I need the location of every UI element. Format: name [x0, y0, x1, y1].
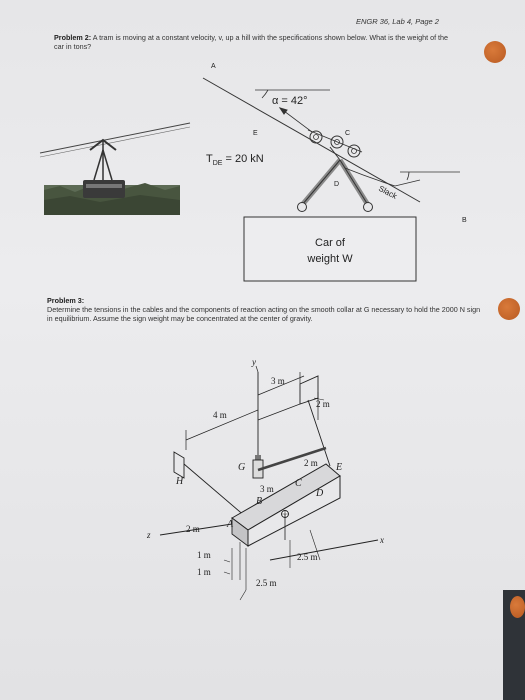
point-B: B: [256, 496, 263, 507]
axis-x: x: [380, 535, 384, 545]
dim-2m-right: 2 m: [316, 399, 330, 409]
point-G: G: [238, 462, 246, 473]
tension-label: $T_{DE} = 20$ kN: [206, 153, 264, 167]
point-H: H: [176, 476, 184, 487]
axis-z: z: [147, 530, 151, 540]
label-D: D: [334, 181, 340, 188]
tram-photo: [40, 123, 190, 215]
dim-4m: 4 m: [213, 410, 227, 420]
slack-label: Slack: [377, 183, 399, 201]
tram-diagram: [203, 78, 460, 281]
problem-3-title: Problem 3:: [47, 296, 85, 305]
axis-y: y: [252, 357, 256, 367]
point-E: E: [336, 462, 343, 473]
sign-diagram: [160, 366, 378, 600]
dim-2m-e: 2 m: [304, 458, 318, 468]
dim-2m-left: 2 m: [186, 524, 200, 534]
label-E: E: [253, 130, 258, 137]
point-C: C: [295, 478, 302, 489]
problem-3-text: Determine the tensions in the cables and the components of reaction acting on the smooth collar at G necessary to hold the 2000 N sign in equilibrium. Assume the sign weight may be concentrated at the center of gravity.: [47, 305, 481, 323]
dim-2-5m-b: 2.5 m: [256, 578, 277, 588]
problem-2-text: A tram is moving at a constant velocity, v, up a hill with the specifications shown below. What is the weight of the car in tons?: [54, 33, 449, 51]
label-alpha: α = 42°: [272, 95, 308, 107]
label-C: C: [345, 130, 351, 137]
dim-2-5m-a: 2.5 m: [297, 552, 318, 562]
car-label-line2: weight W: [307, 253, 353, 265]
label-B: B: [462, 217, 467, 224]
point-A: A: [227, 519, 234, 530]
dim-1m-b: 1 m: [197, 567, 211, 577]
point-D: D: [316, 488, 324, 499]
car-label-line1: Car of: [315, 237, 345, 249]
dim-1m-a: 1 m: [197, 550, 211, 560]
problem-2-title: Problem 2:: [54, 33, 92, 42]
page-header: ENGR 36, Lab 4, Page 2: [356, 17, 439, 26]
dim-3m-mid: 3 m: [260, 484, 274, 494]
dim-3m-top: 3 m: [271, 376, 285, 386]
label-A: A: [211, 63, 216, 70]
